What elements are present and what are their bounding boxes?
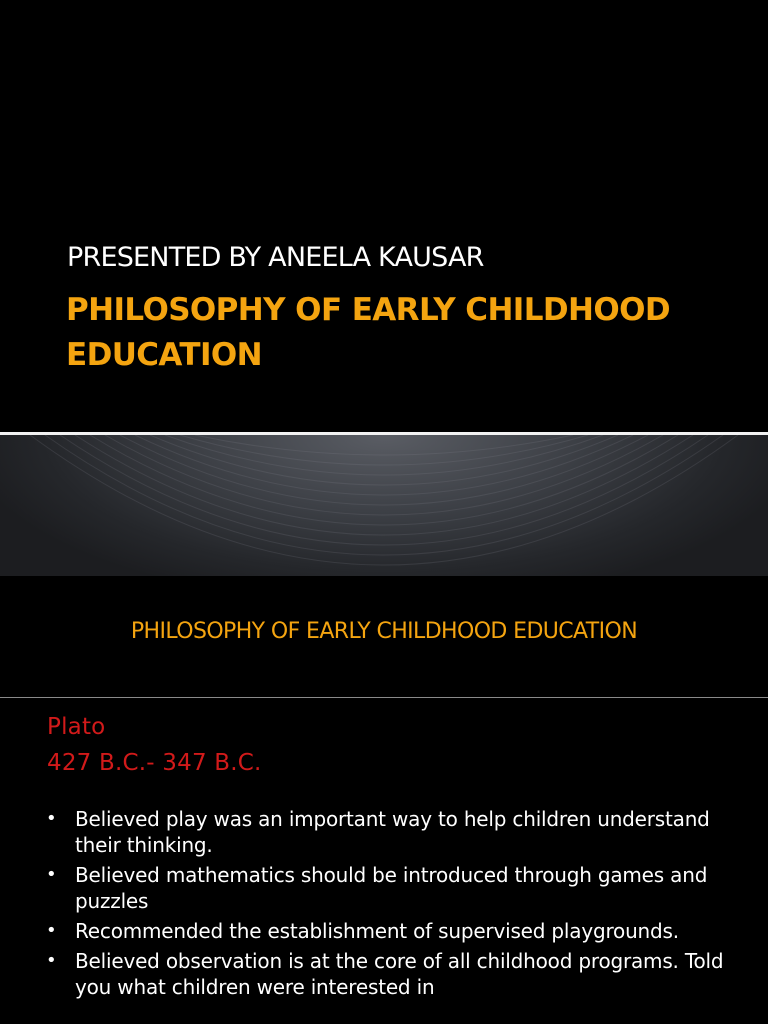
- title-slide: [0, 0, 768, 432]
- bullet-text: Recommended the establishment of supervised playgrounds.: [75, 919, 679, 943]
- list-item: [44, 948, 744, 1000]
- slide-title: PHILOSOPHY OF EARLY CHILDHOOD EDUCATION: [66, 292, 671, 373]
- bullet-icon: •: [46, 864, 57, 885]
- bullet-icon: •: [46, 950, 57, 971]
- philosopher-dates: 427 B.C.- 347 B.C.: [47, 750, 262, 776]
- banner-pattern: [0, 435, 768, 576]
- bullet-icon: •: [46, 920, 57, 941]
- presenter-line: PRESENTED BY ANEELA KAUSAR: [67, 242, 484, 273]
- content-slide: [0, 698, 768, 1024]
- list-item: [44, 862, 744, 914]
- decorative-banner: [0, 435, 768, 576]
- section-slide: [0, 435, 768, 697]
- bullet-icon: •: [46, 808, 57, 829]
- philosopher-name: Plato: [47, 714, 106, 740]
- bullet-text: Believed play was an important way to help children understand their thinking.: [75, 807, 710, 857]
- list-item: [44, 918, 744, 944]
- bullet-text: Believed observation is at the core of all childhood programs. Told you what children were interested in: [75, 949, 724, 999]
- bullet-list: [44, 806, 744, 1004]
- bullet-text: Believed mathematics should be introduced through games and puzzles: [75, 863, 708, 913]
- section-title: PHILOSOPHY OF EARLY CHILDHOOD EDUCATION: [130, 619, 638, 644]
- list-item: [44, 806, 744, 858]
